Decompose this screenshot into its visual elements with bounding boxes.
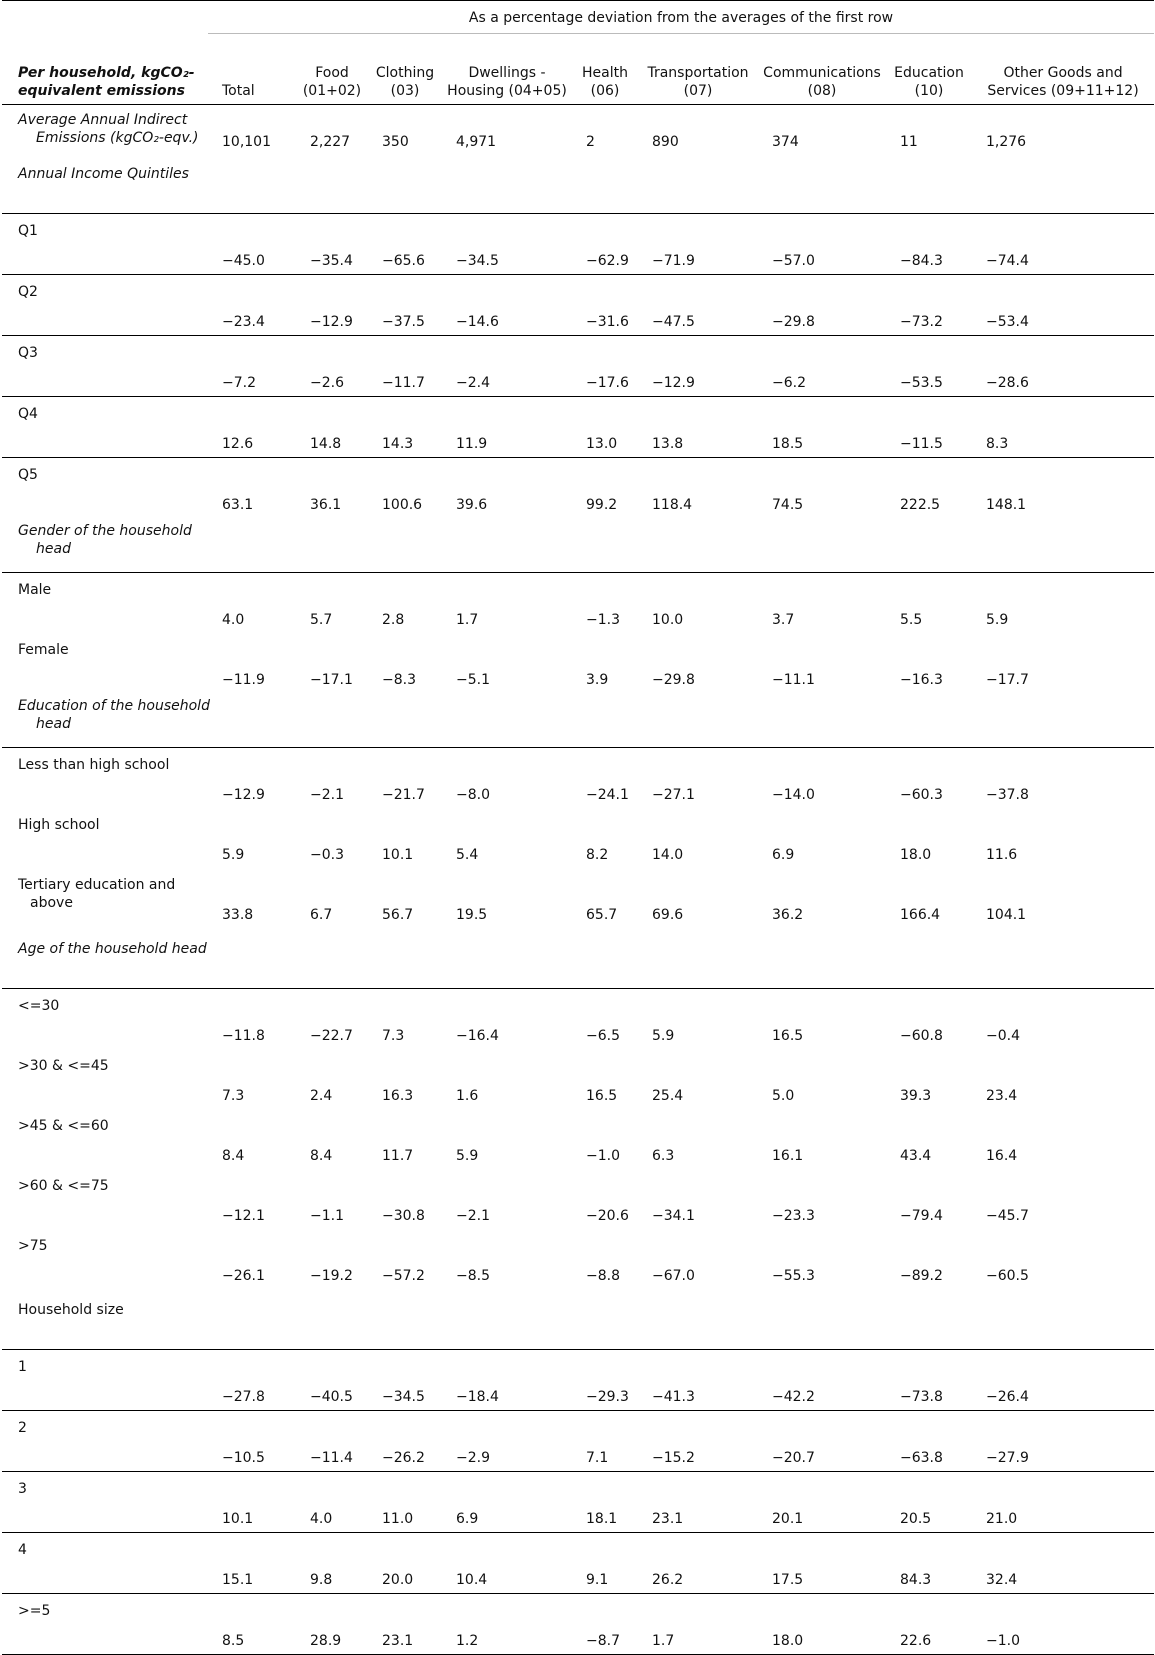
cell: −11.4 (296, 1411, 368, 1472)
cell: 19.5 (456, 907, 488, 923)
cell: −17.1 (310, 672, 353, 688)
cell: 2,227 (310, 134, 351, 150)
cell: 25.4 (652, 1088, 684, 1104)
cell: 13.0 (572, 397, 638, 458)
cell: −31.6 (572, 275, 638, 336)
cell: 4.0 (296, 1472, 368, 1533)
cell: −60.8 (886, 989, 972, 1050)
cell: 1.7 (638, 1594, 758, 1655)
cell: −2.4 (442, 336, 572, 397)
cell: −19.2 (310, 1268, 353, 1284)
cell: 15.1 (208, 1533, 296, 1594)
cell: 2.8 (368, 573, 442, 634)
cell: 16.5 (758, 989, 886, 1050)
table-row (2, 1169, 1154, 1229)
cell: 8.2 (586, 847, 609, 863)
cell: −73.8 (886, 1350, 972, 1411)
cell: −57.2 (382, 1268, 425, 1284)
cell: −14.6 (442, 275, 572, 336)
table-row (2, 1109, 1154, 1169)
cell: −2.1 (296, 748, 368, 809)
row-label: High school (18, 817, 100, 833)
section-header (2, 518, 1154, 573)
cell: −26.2 (368, 1411, 442, 1472)
cell: −12.9 (296, 275, 368, 336)
row-label: 2 (2, 1411, 208, 1472)
cell: 5.9 (456, 1148, 479, 1164)
col-header: Other Goods and Services (09+11+12) (987, 65, 1139, 99)
cell: −10.5 (208, 1411, 296, 1472)
cell: 63.1 (208, 458, 296, 519)
cell: −37.8 (972, 748, 1154, 809)
cell: −30.8 (382, 1208, 425, 1224)
cell: −55.3 (772, 1268, 815, 1284)
cell: 39.6 (442, 458, 572, 519)
cell: 8.3 (972, 397, 1154, 458)
cell: −20.6 (586, 1208, 629, 1224)
cell: −11.8 (208, 989, 296, 1050)
cell: 16.5 (586, 1088, 618, 1104)
cell: 43.4 (900, 1148, 932, 1164)
row-label: 4 (2, 1533, 208, 1594)
cell: −11.5 (886, 397, 972, 458)
cell: 10.1 (208, 1472, 296, 1533)
cell: 65.7 (586, 907, 618, 923)
cell: 6.7 (310, 907, 333, 923)
cell: 99.2 (572, 458, 638, 519)
cell: 69.6 (652, 907, 684, 923)
cell: −8.5 (456, 1268, 490, 1284)
cell: 10.4 (442, 1533, 572, 1594)
section-header (2, 928, 1154, 989)
cell: 22.6 (886, 1594, 972, 1655)
cell: −20.7 (758, 1411, 886, 1472)
cell: −15.2 (638, 1411, 758, 1472)
col-header: Communications (08) (763, 65, 881, 99)
table-row (2, 808, 1154, 868)
cell: −11.9 (222, 672, 265, 688)
section-header (2, 1289, 1154, 1350)
cell: −14.0 (758, 748, 886, 809)
cell: −22.7 (296, 989, 368, 1050)
cell: −2.6 (296, 336, 368, 397)
cell: −1.1 (310, 1208, 344, 1224)
cell: −16.4 (442, 989, 572, 1050)
cell: 14.0 (652, 847, 684, 863)
cell: 23.1 (368, 1594, 442, 1655)
col-header: Transportation (07) (647, 65, 749, 99)
cell: −84.3 (886, 214, 972, 275)
cell: −73.2 (886, 275, 972, 336)
section-title: Education of the household head (18, 698, 210, 732)
average-row (2, 105, 1154, 153)
cell: 374 (772, 134, 799, 150)
cell: −40.5 (296, 1350, 368, 1411)
cell: 2 (586, 134, 595, 150)
cell: 16.1 (772, 1148, 804, 1164)
cell: −60.5 (986, 1268, 1029, 1284)
emissions-table (2, 0, 1154, 1655)
cell: −5.1 (456, 672, 490, 688)
cell: −23.4 (208, 275, 296, 336)
cell: 890 (652, 134, 679, 150)
cell: 1.7 (442, 573, 572, 634)
super-header: As a percentage deviation from the averages of the first row (208, 1, 1154, 34)
cell: 6.9 (442, 1472, 572, 1533)
cell: −12.1 (222, 1208, 265, 1224)
cell: −0.4 (972, 989, 1154, 1050)
table-row (2, 573, 1154, 634)
row-label: Q4 (2, 397, 208, 458)
table-row (2, 1229, 1154, 1289)
row-label: >75 (18, 1238, 48, 1254)
cell: 1.2 (442, 1594, 572, 1655)
table-row (2, 1594, 1154, 1655)
row-label: Q1 (2, 214, 208, 275)
cell: 16.3 (382, 1088, 414, 1104)
cell: 350 (382, 134, 409, 150)
cell: 6.9 (772, 847, 795, 863)
cell: −34.5 (368, 1350, 442, 1411)
cell: −71.9 (638, 214, 758, 275)
cell: 32.4 (972, 1533, 1154, 1594)
cell: −17.7 (986, 672, 1029, 688)
row-label: Average Annual Indirect Emissions (kgCO₂-eqv.) (18, 112, 199, 146)
cell: −24.1 (572, 748, 638, 809)
row-label: Tertiary education and above (18, 877, 176, 911)
cell: 18.1 (572, 1472, 638, 1533)
row-label: Q3 (2, 336, 208, 397)
cell: 11 (900, 134, 918, 150)
cell: 2.4 (310, 1088, 333, 1104)
cell: 5.7 (296, 573, 368, 634)
cell: 84.3 (886, 1533, 972, 1594)
section-title: Annual Income Quintiles (18, 166, 189, 182)
cell: 5.9 (638, 989, 758, 1050)
cell: 1,276 (986, 134, 1027, 150)
cell: 5.9 (972, 573, 1154, 634)
cell: 11.0 (368, 1472, 442, 1533)
cell: −89.2 (900, 1268, 943, 1284)
table-row (2, 868, 1154, 928)
cell: −29.8 (652, 672, 695, 688)
cell: −35.4 (296, 214, 368, 275)
cell: 104.1 (986, 907, 1027, 923)
cell: −53.5 (886, 336, 972, 397)
cell: −18.4 (442, 1350, 572, 1411)
section-header (2, 693, 1154, 748)
table-row (2, 1533, 1154, 1594)
col-header: Total (222, 83, 255, 99)
row-label: Less than high school (2, 748, 208, 809)
cell: 7.3 (222, 1088, 245, 1104)
cell: 9.1 (572, 1533, 638, 1594)
col-header: Food (01+02) (302, 65, 362, 99)
cell: −41.3 (638, 1350, 758, 1411)
row-label: 3 (2, 1472, 208, 1533)
cell: −37.5 (368, 275, 442, 336)
cell: −6.2 (758, 336, 886, 397)
col-header: Dwellings - Housing (04+05) (447, 65, 567, 99)
cell: 5.0 (772, 1088, 795, 1104)
cell: −11.7 (368, 336, 442, 397)
cell: 14.8 (296, 397, 368, 458)
cell: 11.6 (986, 847, 1018, 863)
cell: −29.3 (572, 1350, 638, 1411)
cell: 13.8 (638, 397, 758, 458)
cell: −45.0 (208, 214, 296, 275)
table-row (2, 275, 1154, 336)
cell: 18.0 (900, 847, 932, 863)
cell: −7.2 (208, 336, 296, 397)
cell: −8.8 (586, 1268, 620, 1284)
row-label: >60 & <=75 (18, 1178, 109, 1194)
row-label: Q2 (2, 275, 208, 336)
cell: −62.9 (572, 214, 638, 275)
cell: 9.8 (296, 1533, 368, 1594)
cell: −34.5 (442, 214, 572, 275)
cell: −74.4 (972, 214, 1154, 275)
cell: 6.3 (652, 1148, 675, 1164)
cell: 23.4 (986, 1088, 1018, 1104)
cell: −27.8 (208, 1350, 296, 1411)
cell: −2.9 (442, 1411, 572, 1472)
cell: 3.7 (758, 573, 886, 634)
cell: 23.1 (638, 1472, 758, 1533)
cell: 5.4 (456, 847, 479, 863)
row-label: Q5 (2, 458, 208, 519)
table-row (2, 397, 1154, 458)
cell: 166.4 (900, 907, 941, 923)
cell: 4.0 (208, 573, 296, 634)
row-label: >45 & <=60 (18, 1118, 109, 1134)
table-row (2, 1411, 1154, 1472)
section-title: Household size (18, 1302, 124, 1318)
section-title: Gender of the household head (18, 523, 192, 557)
cell: 10.1 (382, 847, 414, 863)
cell: 3.9 (586, 672, 609, 688)
cell: 100.6 (368, 458, 442, 519)
table-row (2, 748, 1154, 809)
cell: −23.3 (772, 1208, 815, 1224)
cell: 10,101 (222, 134, 271, 150)
cell: 7.3 (368, 989, 442, 1050)
cell: 39.3 (900, 1088, 932, 1104)
row-label-header: Per household, kgCO₂-equivalent emissions (18, 65, 195, 99)
table-row (2, 1472, 1154, 1533)
table-row (2, 1049, 1154, 1109)
cell: 4,971 (456, 134, 497, 150)
cell: 21.0 (972, 1472, 1154, 1533)
cell: 118.4 (638, 458, 758, 519)
cell: −42.2 (758, 1350, 886, 1411)
cell: 74.5 (758, 458, 886, 519)
cell: −1.0 (972, 1594, 1154, 1655)
cell: 33.8 (222, 907, 254, 923)
cell: 56.7 (382, 907, 414, 923)
cell: −26.4 (972, 1350, 1154, 1411)
cell: −53.4 (972, 275, 1154, 336)
cell: 10.0 (638, 573, 758, 634)
cell: −12.9 (638, 336, 758, 397)
cell: 36.1 (296, 458, 368, 519)
cell: −29.8 (758, 275, 886, 336)
table-row (2, 1350, 1154, 1411)
cell: −17.6 (572, 336, 638, 397)
cell: −8.3 (382, 672, 416, 688)
cell: −8.0 (442, 748, 572, 809)
cell: −16.3 (900, 672, 943, 688)
cell: 1.6 (456, 1088, 479, 1104)
cell: 14.3 (368, 397, 442, 458)
cell: −60.3 (886, 748, 972, 809)
row-label: >30 & <=45 (18, 1058, 109, 1074)
cell: −63.8 (886, 1411, 972, 1472)
cell: 5.9 (222, 847, 245, 863)
row-label: Male (2, 573, 208, 634)
cell: 222.5 (886, 458, 972, 519)
row-label: Female (18, 642, 69, 658)
cell: 7.1 (572, 1411, 638, 1472)
cell: −12.9 (208, 748, 296, 809)
col-header: Clothing (03) (375, 65, 435, 99)
cell: 18.0 (758, 1594, 886, 1655)
cell: −0.3 (310, 847, 344, 863)
cell: 8.4 (222, 1148, 245, 1164)
cell: −27.1 (638, 748, 758, 809)
cell: −57.0 (758, 214, 886, 275)
cell: −47.5 (638, 275, 758, 336)
cell: 16.4 (986, 1148, 1018, 1164)
cell: 20.5 (886, 1472, 972, 1533)
section-title: Age of the household head (18, 941, 207, 957)
cell: −45.7 (986, 1208, 1029, 1224)
cell: −79.4 (900, 1208, 943, 1224)
cell: −65.6 (368, 214, 442, 275)
table-row (2, 214, 1154, 275)
cell: 20.0 (368, 1533, 442, 1594)
table-row (2, 989, 1154, 1050)
table-row (2, 336, 1154, 397)
cell: 12.6 (208, 397, 296, 458)
cell: −26.1 (222, 1268, 265, 1284)
table-row (2, 458, 1154, 519)
section-header (2, 153, 1154, 214)
cell: 148.1 (972, 458, 1154, 519)
cell: 8.5 (208, 1594, 296, 1655)
cell: −2.1 (456, 1208, 490, 1224)
cell: −6.5 (572, 989, 638, 1050)
cell: 18.5 (758, 397, 886, 458)
col-header: Health (06) (582, 65, 628, 99)
col-header: Education (10) (894, 65, 964, 99)
cell: −27.9 (972, 1411, 1154, 1472)
row-label: <=30 (2, 989, 208, 1050)
cell: −1.3 (572, 573, 638, 634)
cell: −21.7 (368, 748, 442, 809)
cell: 5.5 (886, 573, 972, 634)
cell: −11.1 (772, 672, 815, 688)
table-row (2, 633, 1154, 693)
column-header-row (2, 34, 1154, 105)
cell: −8.7 (572, 1594, 638, 1655)
cell: 11.9 (442, 397, 572, 458)
cell: −67.0 (652, 1268, 695, 1284)
row-label: >=5 (2, 1594, 208, 1655)
cell: −28.6 (972, 336, 1154, 397)
cell: 28.9 (296, 1594, 368, 1655)
cell: 17.5 (758, 1533, 886, 1594)
cell: 8.4 (310, 1148, 333, 1164)
row-label: 1 (2, 1350, 208, 1411)
cell: 36.2 (772, 907, 804, 923)
cell: 11.7 (382, 1148, 414, 1164)
cell: 20.1 (758, 1472, 886, 1533)
cell: −1.0 (586, 1148, 620, 1164)
cell: −34.1 (652, 1208, 695, 1224)
cell: 26.2 (638, 1533, 758, 1594)
